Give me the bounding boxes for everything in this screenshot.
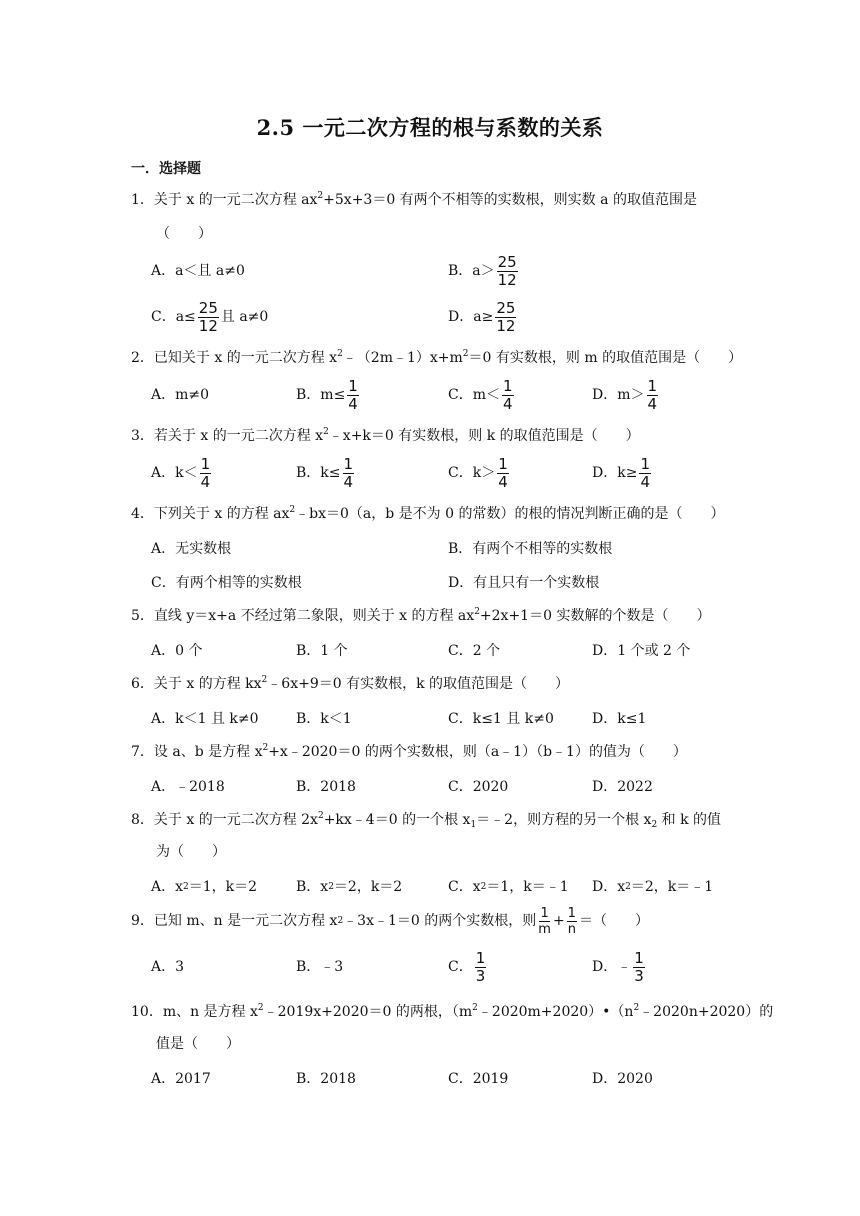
q1-option-d: D．a≥ $\frac{25}{12}$ [448, 298, 516, 335]
q4-option-b: B．有两个不相等的实数根 [448, 541, 613, 557]
q4-option-d: D．有且只有一个实数根 [448, 575, 600, 591]
q8-option-c: C．x 2 ＝1，k＝﹣1 [448, 879, 569, 895]
question-1-paren: （ ） [156, 226, 212, 242]
q9-option-d: D．﹣ $\frac{1}{3}$ [592, 948, 644, 985]
q10-option-a: A．2017 [151, 1071, 211, 1087]
q8-option-d: D．x 2 ＝2，k＝﹣1 [592, 879, 714, 895]
q1-option-b: B．a＞ $\frac{25}{12}$ [448, 252, 517, 289]
q4-option-a: A．无实数根 [151, 541, 232, 557]
q5-option-c: C．2 个 [448, 643, 501, 659]
q3-option-d: D．k≥ $\frac{1}{4}$ [592, 454, 650, 491]
q1-option-c: C．a≤ $\frac{25}{12}$ 且 a≠0 [151, 298, 269, 335]
q9-option-a: A．3 [151, 959, 185, 975]
q6-option-a: A．k＜1 且 k≠0 [151, 711, 259, 727]
question-9: 9．已知 m、n 是一元二次方程 x 2 ﹣3x﹣1＝0 的两个实数根，则 $\frac{1}{m}$ + $\frac{1}{n}$ ＝（ ） [131, 905, 649, 937]
question-10: 10．m、n 是方程 $x^2﹣2019x+2020=0$ 的两根，$(m^2﹣2020m+2020)•(n^2﹣2020n+2020)$的 [131, 1003, 774, 1020]
q1-option-a: A．a＜且 a≠0 [151, 263, 245, 279]
q3-option-b: B．k≤ $\frac{1}{4}$ [296, 454, 354, 491]
question-10-cont: 值是（ ） [156, 1036, 240, 1052]
q2-option-c: C．m＜ $\frac{1}{4}$ [448, 376, 513, 413]
question-7: 7．设 a、b 是方程 $x^2+x﹣2020=0$ 的两个实数根，则（a﹣1）（b﹣1）的值为（ ） [131, 743, 687, 760]
section-heading: 一．选择题 [131, 161, 201, 177]
question-8: 8．关于 x 的一元二次方程 $2x^2+kx﹣4=0$ 的一个根 $x_1=﹣2$，则方程的另一个根 $x_2$ 和 k 的值 [131, 811, 722, 830]
q5-option-b: B．1 个 [296, 643, 348, 659]
q6-option-b: B．k＜1 [296, 711, 352, 727]
q3-option-a: A．k＜ $\frac{1}{4}$ [151, 454, 211, 491]
q6-option-d: D．k≤1 [592, 711, 647, 727]
q2-option-a: A．m≠0 [151, 387, 210, 403]
q7-option-c: C．2020 [448, 779, 509, 795]
q5-option-d: D．1 个或 2 个 [592, 643, 691, 659]
q8-option-b: B．x 2 ＝2，k＝2 [296, 879, 403, 895]
q6-option-c: C．k≤1 且 k≠0 [448, 711, 554, 727]
document-title: 2.5 一元二次方程的根与系数的关系 [256, 115, 604, 140]
q10-option-d: D．2020 [592, 1071, 653, 1087]
q2-option-d: D．m＞ $\frac{1}{4}$ [592, 376, 658, 413]
q2-option-b: B．m≤ $\frac{1}{4}$ [296, 376, 358, 413]
q4-option-c: C．有两个相等的实数根 [151, 575, 302, 591]
q7-option-b: B．2018 [296, 779, 356, 795]
question-6: 6．关于 x 的方程 $kx^2﹣6x+9=0$ 有实数根，k 的取值范围是（ ） [131, 675, 570, 692]
question-5: 5．直线 y＝x+a 不经过第二象限，则关于 x 的方程 $ax^2+2x+1=0$ 实数解的个数是（ ） [131, 607, 711, 624]
q10-option-b: B．2018 [296, 1071, 356, 1087]
question-4: 4．下列关于 x 的方程 $ax^2﹣bx=0(a$，b 是不为 0 的常数）的根的情况判断正确的是（ ） [131, 505, 725, 522]
q10-option-c: C．2019 [448, 1071, 509, 1087]
q7-option-d: D．2022 [592, 779, 653, 795]
q3-option-c: C．k＞ $\frac{1}{4}$ [448, 454, 508, 491]
question-2: 2．已知关于 x 的一元二次方程 $x^2﹣(2m﹣1)x+m^2=0$ 有实数根，则 m 的取值范围是（ ） [131, 349, 743, 366]
question-1: 1．关于 x 的一元二次方程 $ax^2+5x+3=0$ 有两个不相等的实数根，则实数 a 的取值范围是 [131, 191, 697, 208]
question-8-cont: 为（ ） [156, 844, 226, 860]
question-3: 3．若关于 x 的一元二次方程 $x^2﹣x+k=0$ 有实数根，则 k 的取值范围是（ ） [131, 427, 640, 444]
q5-option-a: A．0 个 [151, 643, 203, 659]
q8-option-a: A．x 2 ＝1，k＝2 [151, 879, 258, 895]
q7-option-a: A．﹣2018 [151, 779, 225, 795]
q9-option-b: B．﹣3 [296, 959, 344, 975]
q9-option-c: C． $\frac{1}{3}$ [448, 948, 486, 985]
